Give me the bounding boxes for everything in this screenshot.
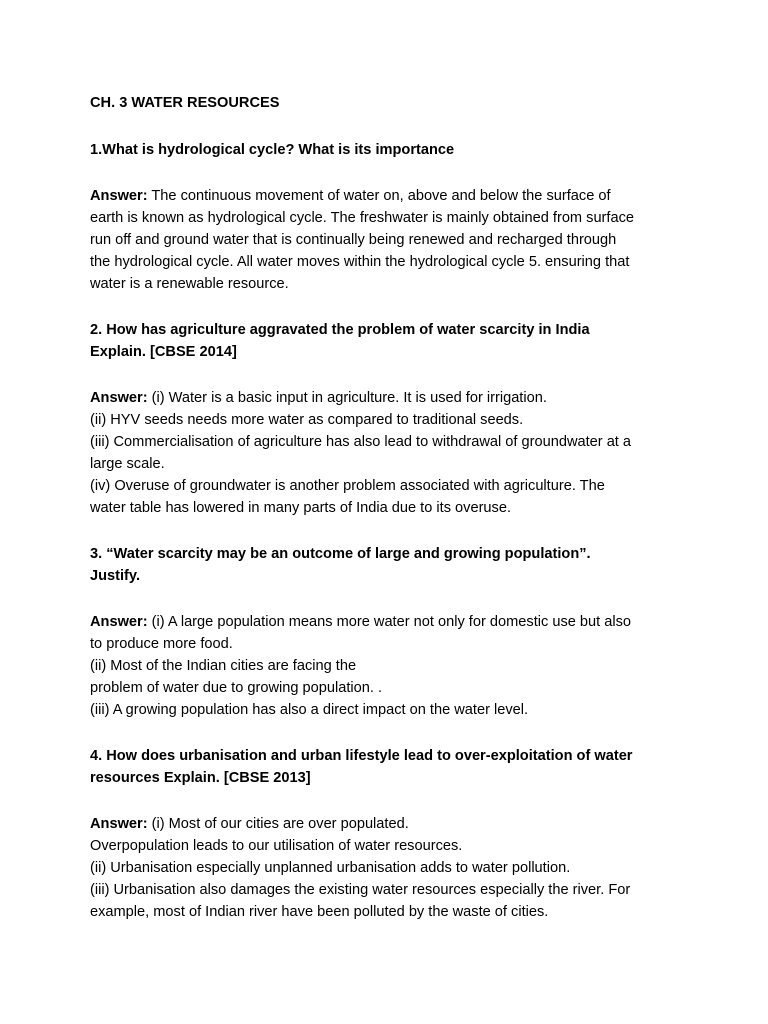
- question-3: [90, 543, 690, 587]
- answer-line: [90, 611, 690, 633]
- answer-line: [90, 185, 690, 207]
- answer-line: to produce more food.: [90, 636, 233, 652]
- answer-label: Answer:: [90, 614, 148, 630]
- answer-line: problem of water due to growing population. .: [90, 680, 383, 696]
- answer-text: (i) Most of our cities are over populated.: [147, 816, 409, 832]
- question-2-line: 2. How has agriculture aggravated the problem of water scarcity in India: [90, 322, 590, 338]
- answer-4: [90, 813, 690, 923]
- answer-3: [90, 611, 690, 721]
- question-4-line: resources Explain. [CBSE 2013]: [90, 770, 311, 786]
- answer-line: (iii) A growing population has also a direct impact on the water level.: [90, 702, 529, 718]
- answer-line: (ii) Most of the Indian cities are facing the: [90, 658, 357, 674]
- answer-line: run off and ground water that is continually being renewed and recharged through: [90, 232, 617, 248]
- question-4: [90, 745, 690, 789]
- question-2: [90, 319, 690, 363]
- answer-line: [90, 387, 690, 409]
- answer-label: Answer:: [90, 390, 148, 406]
- document-content: [90, 92, 690, 947]
- question-3-line: Justify.: [90, 568, 141, 584]
- answer-line: large scale.: [90, 456, 165, 472]
- answer-text: (i) Water is a basic input in agriculture. It is used for irrigation.: [147, 390, 547, 406]
- answer-line: (iv) Overuse of groundwater is another problem associated with agriculture. The: [90, 478, 605, 494]
- answer-text: The continuous movement of water on, above and below the surface of: [147, 188, 611, 204]
- answer-label: Answer:: [90, 188, 148, 204]
- answer-line: water is a renewable resource.: [90, 276, 289, 292]
- answer-1: [90, 185, 690, 295]
- question-2-line: Explain. [CBSE 2014]: [90, 344, 237, 360]
- answer-line: [90, 813, 690, 835]
- answer-2: [90, 387, 690, 519]
- answer-line: (ii) HYV seeds needs more water as compared to traditional seeds.: [90, 412, 524, 428]
- answer-line: the hydrological cycle. All water moves within the hydrological cycle 5. ensuring that: [90, 254, 630, 270]
- answer-label: Answer:: [90, 816, 148, 832]
- question-1-text: 1.What is hydrological cycle? What is its importance: [90, 142, 455, 158]
- question-3-line: 3. “Water scarcity may be an outcome of large and growing population”.: [90, 546, 591, 562]
- chapter-title: CH. 3 WATER RESOURCES: [90, 95, 280, 111]
- question-1: [90, 139, 690, 161]
- answer-text: (i) A large population means more water not only for domestic use but also: [147, 614, 632, 630]
- answer-line: (iii) Urbanisation also damages the existing water resources especially the river. For: [90, 882, 631, 898]
- answer-line: Overpopulation leads to our utilisation of water resources.: [90, 838, 463, 854]
- answer-line: (ii) Urbanisation especially unplanned urbanisation adds to water pollution.: [90, 860, 571, 876]
- answer-line: water table has lowered in many parts of India due to its overuse.: [90, 500, 512, 516]
- question-4-line: 4. How does urbanisation and urban lifestyle lead to over-exploitation of water: [90, 748, 633, 764]
- answer-line: earth is known as hydrological cycle. The freshwater is mainly obtained from surface: [90, 210, 635, 226]
- answer-line: (iii) Commercialisation of agriculture has also lead to withdrawal of groundwater at a: [90, 434, 632, 450]
- answer-line: example, most of Indian river have been polluted by the waste of cities.: [90, 904, 549, 920]
